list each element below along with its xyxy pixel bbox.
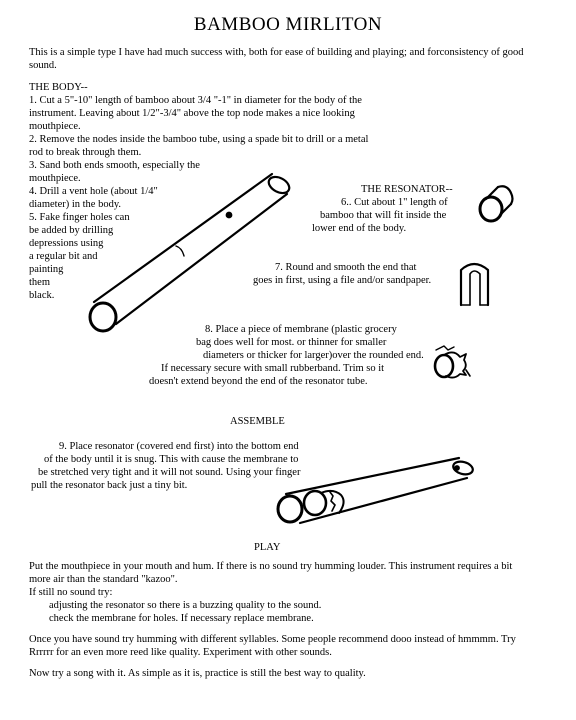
rounded-resonator-illustration	[461, 264, 488, 305]
step8-line4: If necessary secure with small rubberband. Trim so it	[161, 363, 385, 374]
step9-line4: pull the resonator back just a tiny bit.	[31, 480, 188, 491]
step8-line3: diameters or thicker for larger)over the rounded end.	[203, 350, 424, 361]
step8-line2: bag does well for most. or thinner for smaller	[196, 337, 387, 348]
step6-line2: bamboo that will fit inside the	[320, 210, 447, 221]
step2-line1: 2. Remove the nodes inside the bamboo tube, using a spade bit to drill or a metal	[29, 134, 369, 145]
step3-line1: 3. Sand both ends smooth, especially the	[29, 160, 200, 171]
assembled-mirliton-illustration	[278, 458, 474, 523]
step1-line3: mouthpiece.	[29, 121, 81, 132]
step4-line1: 4. Drill a vent hole (about 1/4"	[29, 186, 158, 197]
step8-line5: doesn't extend beyond the end of the resonator tube.	[149, 376, 368, 387]
step6-line1: 6.. Cut about 1" length of	[341, 197, 448, 208]
step5-line1: 5. Fake finger holes can	[29, 212, 130, 223]
assemble-heading: ASSEMBLE	[230, 416, 285, 427]
play-p3-line1: Once you have sound try humming with different syllables. Some people recommend dooo instead of hmmmm. Try	[29, 634, 516, 645]
play-p1-line2: more air than the standard "kazoo".	[29, 574, 178, 585]
step5-line6: them	[29, 277, 50, 288]
play-heading: PLAY	[254, 542, 281, 553]
step2-line2: rod to break through them.	[29, 147, 142, 158]
step4-line2: diameter) in the body.	[29, 199, 122, 210]
step7-line1: 7. Round and smooth the end that	[275, 262, 417, 273]
step5-line5: painting	[29, 264, 64, 275]
play-p4: Now try a song with it. As simple as it is, practice is still the best way to quality.	[29, 668, 366, 679]
step5-line7: black.	[29, 290, 55, 301]
step9-line1: 9. Place resonator (covered end first) into the bottom end	[59, 441, 299, 452]
step6-line3: lower end of the body.	[312, 223, 407, 234]
step5-line4: a regular bit and	[29, 251, 98, 262]
resonator-heading: THE RESONATOR--	[361, 184, 453, 195]
play-p3-line2: Rrrrrr for an even more reed like quality. Experiment with other sounds.	[29, 647, 332, 658]
page-title: BAMBOO MIRLITON	[193, 14, 383, 35]
step8-line1: 8. Place a piece of membrane (plastic grocery	[205, 324, 397, 335]
membrane-resonator-illustration	[435, 346, 470, 378]
step5-line2: be added by drilling	[29, 225, 114, 236]
step9-line2: of the body until it is snug. This with cause the membrane to	[44, 454, 299, 465]
play-p1-line1: Put the mouthpiece in your mouth and hum. If there is no sound try humming louder. This instrument requires a bit	[29, 561, 513, 572]
step5-line3: depressions using	[29, 238, 104, 249]
step3-line2: mouthpiece.	[29, 173, 81, 184]
play-p2: If still no sound try:	[29, 587, 113, 598]
play-tip-2: check the membrane for holes. If necessary replace membrane.	[49, 613, 314, 624]
bamboo-body-illustration	[90, 174, 292, 331]
body-heading: THE BODY--	[29, 82, 88, 93]
step1-line2: instrument. Leaving about 1/2"-3/4" above the top node makes a nice looking	[29, 108, 355, 119]
step1-line1: 1. Cut a 5"-10" length of bamboo about 3/4 "-1" in diameter for the body of the	[29, 95, 362, 106]
resonator-tube-illustration	[480, 186, 513, 221]
play-tip-1: adjusting the resonator so there is a buzzing quality to the sound.	[49, 600, 322, 611]
intro-text: This is a simple type I have had much success with, both for ease of building and playing; and forconsistency of good sound.	[29, 47, 524, 71]
step9-line3: be stretched very tight and it will not sound. Using your finger	[38, 467, 301, 478]
step7-line2: goes in first, using a file and/or sandpaper.	[253, 275, 432, 286]
